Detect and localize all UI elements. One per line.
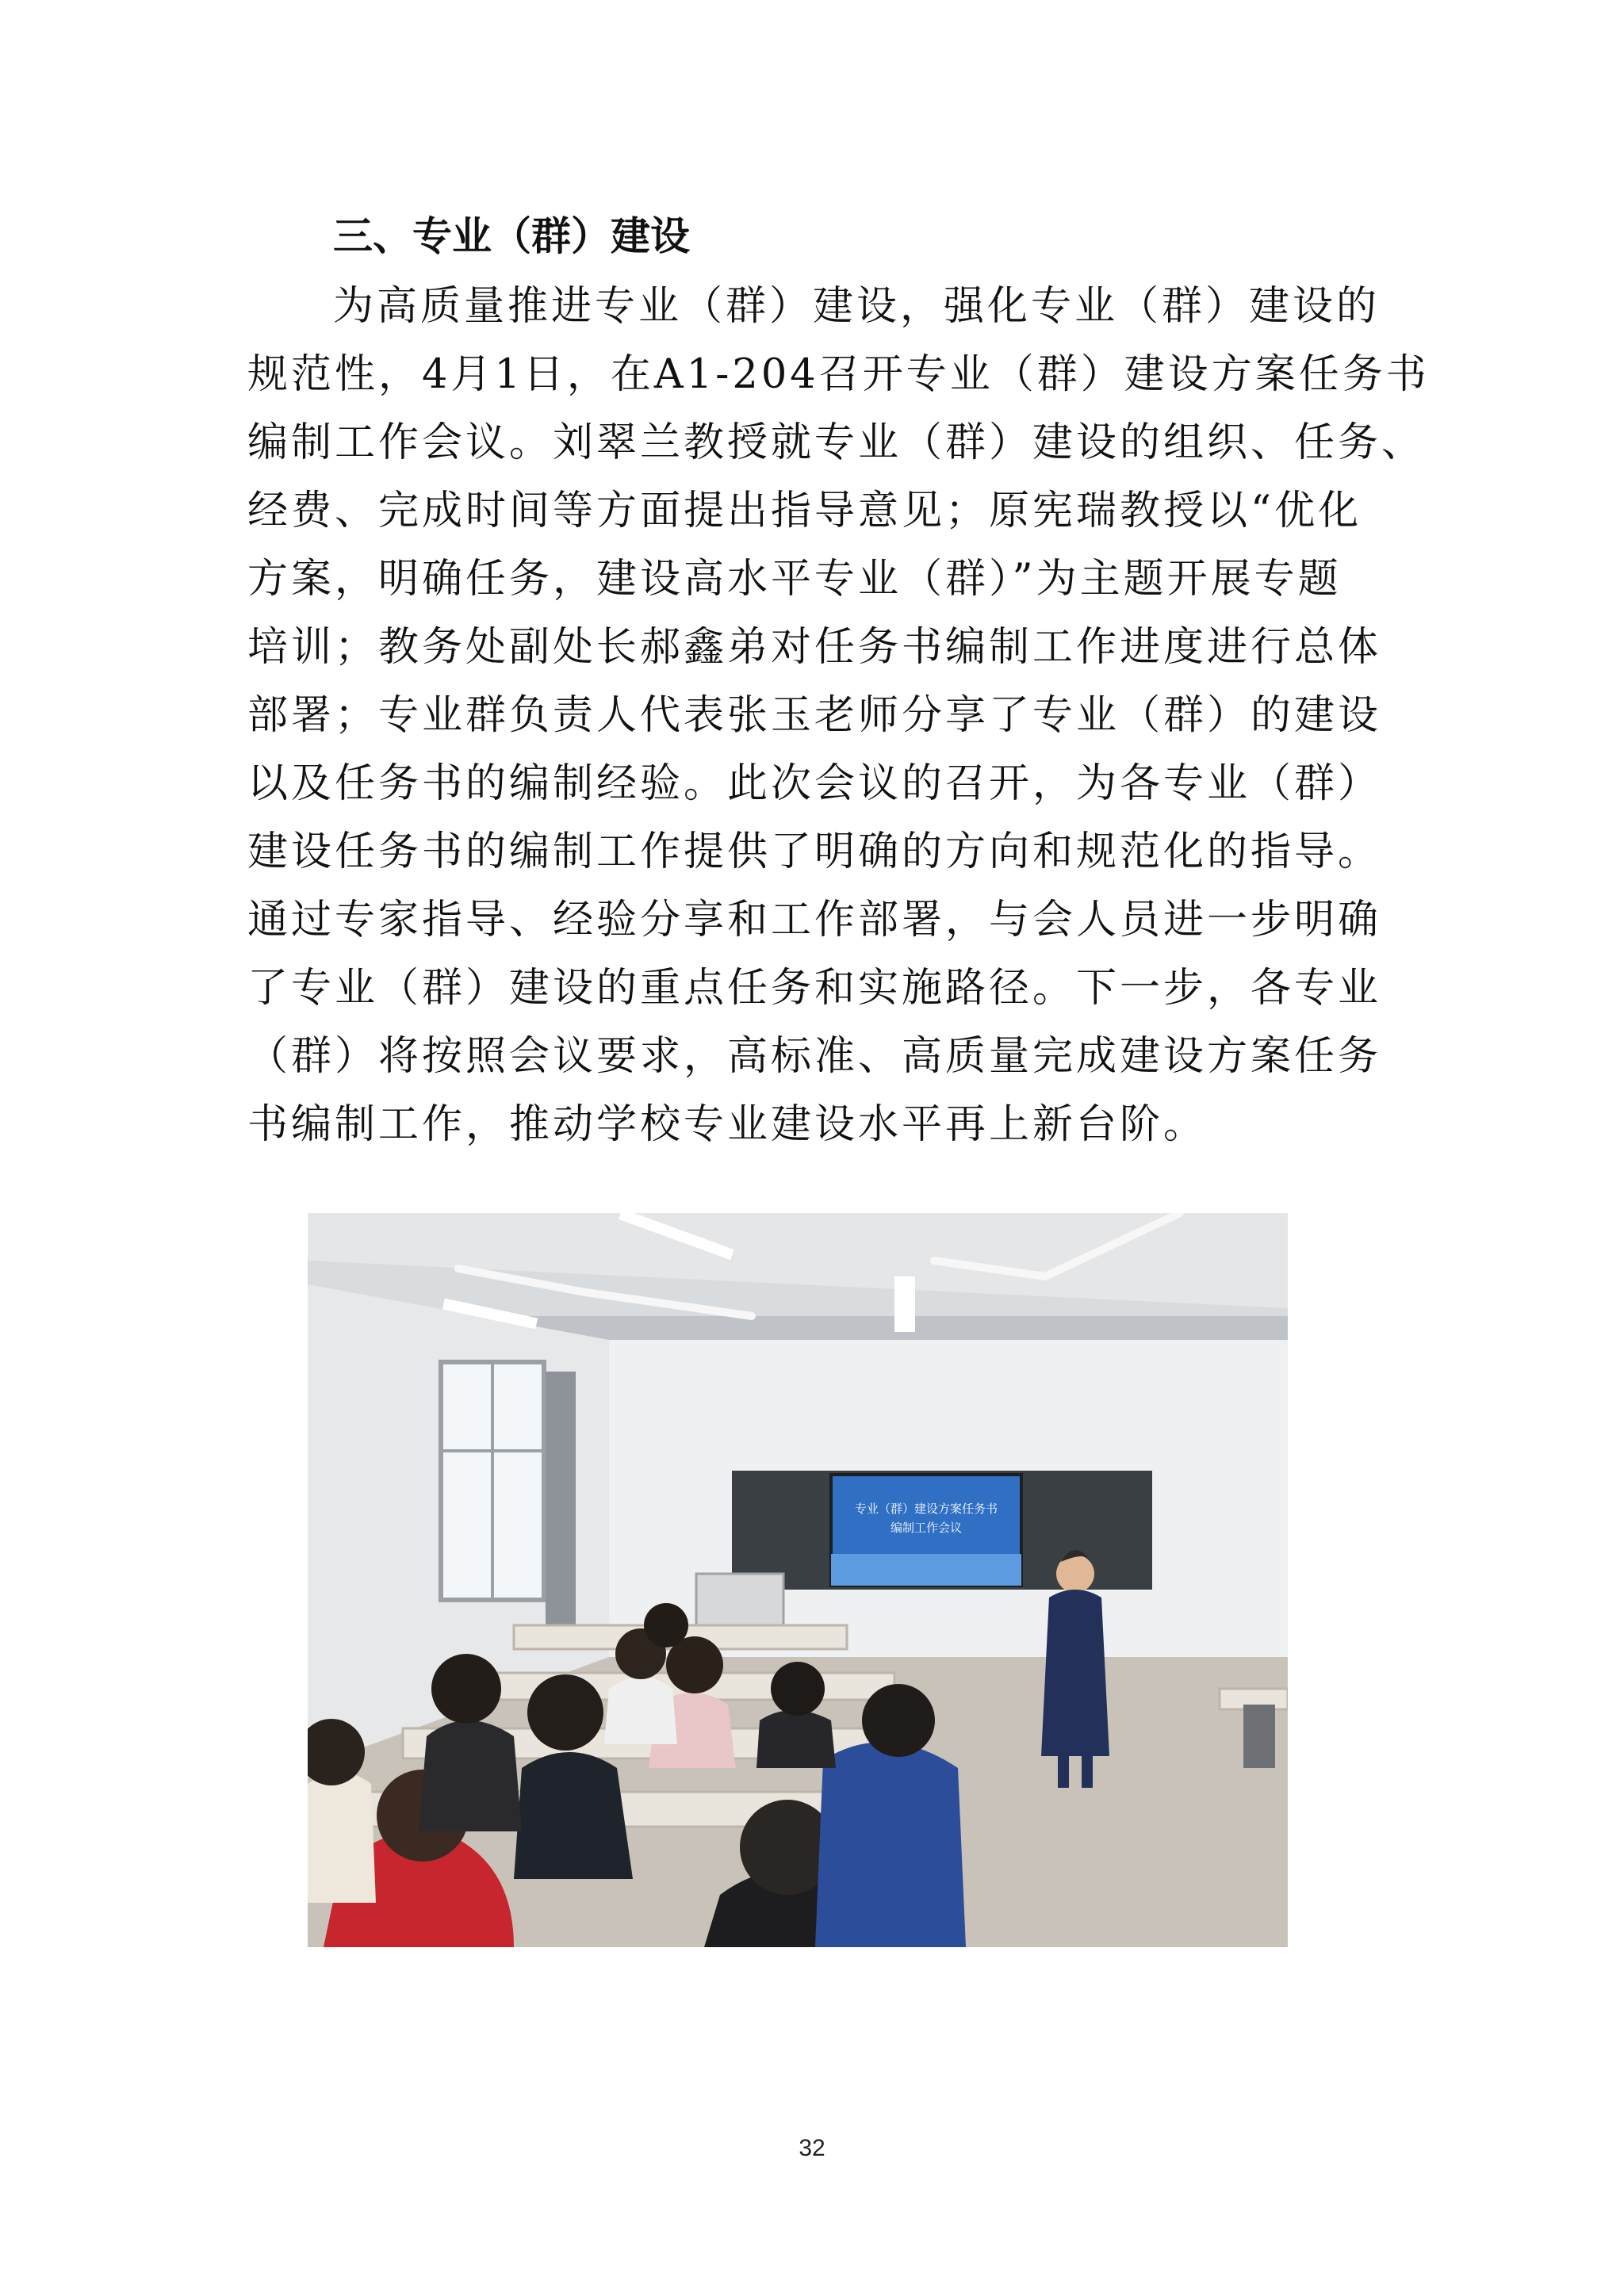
page-number: 32 <box>799 2135 825 2161</box>
paragraph-line: 了专业（群）建设的重点任务和实施路径。下一步，各专业 <box>247 965 1382 1012</box>
section-heading: 三、专业（群）建设 <box>333 213 690 259</box>
screen-title-line1: 专业（群）建设方案任务书 <box>854 1502 998 1516</box>
paragraph-line: 以及任务书的编制经验。此次会议的召开，为各专业（群） <box>247 760 1382 807</box>
paragraph-line: 规范性，4月1日，在A1-204召开专业（群）建设方案任务书 <box>247 351 1430 398</box>
meeting-photo <box>308 1213 1288 1947</box>
podium <box>696 1574 783 1629</box>
paragraph-line: 编制工作会议。刘翠兰教授就专业（群）建设的组织、任务、 <box>247 419 1426 466</box>
curtain <box>546 1372 576 1633</box>
meeting-photo-illustration <box>308 1213 1288 1947</box>
paragraph-line: 通过专家指导、经验分享和工作部署，与会人员进一步明确 <box>247 897 1382 943</box>
body-paragraph <box>247 273 1430 1159</box>
paragraph-line: 书编制工作，推动学校专业建设水平再上新台阶。 <box>247 1101 1208 1148</box>
paragraph-line: （群）将按照会议要求，高标准、高质量完成建设方案任务 <box>247 1033 1382 1080</box>
paragraph-line: 建设任务书的编制工作提供了明确的方向和规范化的指导。 <box>247 828 1382 875</box>
paragraph-line: 部署；专业群负责人代表张玉老师分享了专业（群）的建设 <box>247 692 1382 739</box>
paragraph-line: 培训；教务处副处长郝鑫弟对任务书编制工作进度进行总体 <box>247 624 1382 671</box>
paragraph-line: 为高质量推进专业（群）建设，强化专业（群）建设的 <box>333 283 1381 330</box>
screen-title-line2: 编制工作会议 <box>890 1521 963 1535</box>
paragraph-line: 方案，明确任务，建设高水平专业（群）”为主题开展专题 <box>247 556 1342 603</box>
paragraph-line: 经费、完成时间等方面提出指导意见；原宪瑞教授以“优化 <box>247 488 1362 534</box>
